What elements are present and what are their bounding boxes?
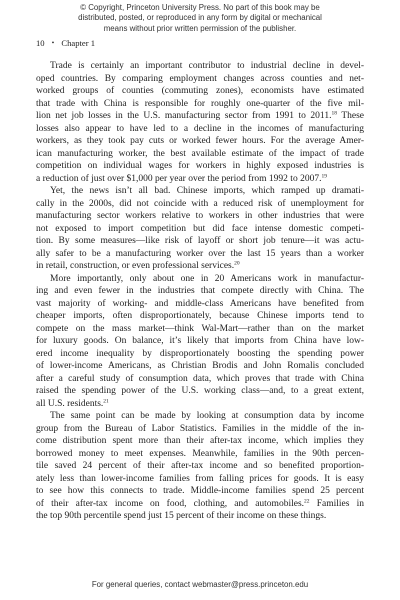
line-text: tile saved 24 percent of their after-tax income and so benefited proportion-	[36, 461, 364, 471]
text-line	[36, 198, 364, 211]
text-line	[36, 448, 364, 461]
line-text: of lower-income Americans, as Christian Brodis and John Romalis concluded	[36, 361, 364, 371]
line-text: losses also appear to have led to a decline in the incomes of manufacturing	[36, 123, 364, 134]
text-line	[36, 398, 364, 411]
text-line	[36, 373, 364, 386]
text-line	[36, 248, 364, 261]
text-line	[36, 385, 364, 398]
text-line	[36, 223, 364, 236]
text-line	[36, 73, 364, 86]
text-line	[36, 323, 364, 336]
footnote-ref: 21	[103, 398, 109, 404]
line-text: compete on the mass market—think Wal-Mart—rather than on the market	[36, 323, 364, 334]
line-text: manufacturing sector workers relative to workers in other industries that were	[36, 211, 364, 221]
line-text: raised the spending power of the U.S. working class—and, to a great extent,	[36, 386, 364, 396]
line-text: a reduction of just over $1,000 per year over the period from 1992 to 2007.	[36, 173, 322, 184]
line-text: ican manufacturing worker, the best available estimate of the impact of trade	[36, 148, 364, 159]
line-text: Trade is certainly an important contributor to industrial decline in devel-	[50, 61, 364, 71]
line-text: competition on individual wages for workers in highly exposed industries is	[36, 161, 364, 171]
line-text: These	[336, 111, 364, 121]
text-line	[36, 348, 364, 361]
line-text: borrowed money to meet expenses. Meanwhile, families in the 90th percen-	[36, 448, 364, 459]
copyright-line: © Copyright, Princeton University Press. No part of this book may be	[80, 3, 320, 12]
line-text: workers, as they took pay cuts or worked fewer hours. For the average Amer-	[36, 136, 364, 146]
text-line	[36, 285, 364, 298]
line-text: vast majority of working- and middle-class Americans have benefited from	[36, 298, 364, 309]
line-text: The same point can be made by looking at consumption data by income	[50, 411, 364, 421]
line-text: worked groups of counties (commuting zones), economists have estimated	[36, 86, 364, 96]
line-text: Yet, the news isn’t all bad. Chinese imports, which ramped up dramati-	[50, 186, 364, 196]
text-line	[36, 173, 364, 186]
text-line	[36, 185, 364, 198]
line-text: come distribution spent more than their after-tax income, which implies they	[36, 436, 364, 446]
text-line	[36, 335, 364, 348]
paragraph	[36, 273, 364, 411]
line-text: Families in	[309, 498, 364, 509]
line-text: ately less than lower-income families from falling prices for goods. It is easy	[36, 473, 364, 484]
text-line	[36, 273, 364, 286]
text-line	[36, 160, 364, 173]
text-line	[36, 260, 364, 273]
line-text: after a careful study of consumption data, which proves that trade with China	[36, 373, 364, 384]
text-line	[36, 435, 364, 448]
bullet-separator: •	[51, 39, 55, 47]
line-text: of their after-tax income on food, clothing, and automobiles.	[36, 498, 305, 509]
line-text: all U.S. residents.	[36, 398, 104, 409]
line-text: that trade with China is responsible for roughly one-quarter of the five mil-	[36, 98, 364, 109]
text-line	[36, 60, 364, 73]
text-line	[36, 210, 364, 223]
text-line	[36, 360, 364, 373]
line-text: the top 90th percentile spend just 15 percent of their income on these things.	[36, 511, 327, 521]
line-text: tion. By some measures—like risk of layoff or short job tenure—it was actu-	[36, 236, 364, 246]
footnote-ref: 20	[234, 260, 240, 267]
line-text: group from the Bureau of Labor Statistics. Families in the middle of the in-	[36, 423, 364, 434]
text-line	[36, 460, 364, 473]
line-text: not exposed to import competition but did face intense domestic competi-	[36, 223, 364, 234]
line-text: cheaper imports, often disproportionately, because Chinese imports tend to	[36, 311, 364, 321]
line-text: cally in the 2000s, did not coincide with a reduced risk of unemployment for	[36, 198, 364, 209]
footer-contact: For general queries, contact webmaster@press.princeton.edu	[91, 580, 309, 589]
text-line	[36, 498, 364, 511]
text-line	[36, 148, 364, 161]
text-line	[36, 310, 364, 323]
text-line	[36, 510, 364, 523]
text-line	[36, 123, 364, 136]
paragraph	[36, 410, 364, 523]
line-text: lion net job losses in the U.S. manufacturing sector from 1991 to 2011.	[36, 111, 332, 121]
text-line	[36, 110, 364, 123]
text-line	[36, 473, 364, 486]
page-number: 10	[36, 38, 45, 48]
line-text: for luxury goods. On balance, it’s likely that imports from China have low-	[36, 336, 364, 346]
footnote-ref: 18	[331, 110, 337, 117]
line-text: in retail, construction, or even professional services.	[36, 261, 235, 271]
line-text: ered income inequality by disproportionately boosting the spending power	[36, 348, 364, 359]
chapter-label: Chapter 1	[61, 38, 96, 48]
footnote-ref: 19	[321, 173, 327, 179]
line-text: More importantly, only about one in 20 Americans work in manufactur-	[50, 273, 364, 284]
footnote-ref: 22	[304, 498, 310, 504]
text-line	[36, 85, 364, 98]
paragraph	[36, 60, 364, 185]
copyright-notice	[0, 3, 400, 34]
text-line	[36, 485, 364, 498]
line-text: oped countries. By comparing employment changes across counties and net-	[36, 73, 364, 84]
text-line	[36, 98, 364, 111]
text-line	[36, 135, 364, 148]
body-text	[36, 60, 364, 523]
line-text: to see how this connects to trade. Middle-income families spend 25 percent	[36, 486, 364, 496]
line-text: ally safer to be a manufacturing worker over the last 15 years than a worker	[36, 248, 364, 259]
copyright-line: distributed, posted, or reproduced in any form by digital or mechanical	[78, 13, 322, 23]
running-head	[36, 38, 95, 49]
text-line	[36, 235, 364, 248]
text-line	[36, 423, 364, 436]
text-line	[36, 410, 364, 423]
line-text: ing and even fewer in the industries that compete directly with China. The	[36, 286, 364, 296]
text-line	[36, 298, 364, 311]
copyright-line: means without prior written permission of the publisher.	[103, 23, 297, 33]
paragraph	[36, 185, 364, 273]
